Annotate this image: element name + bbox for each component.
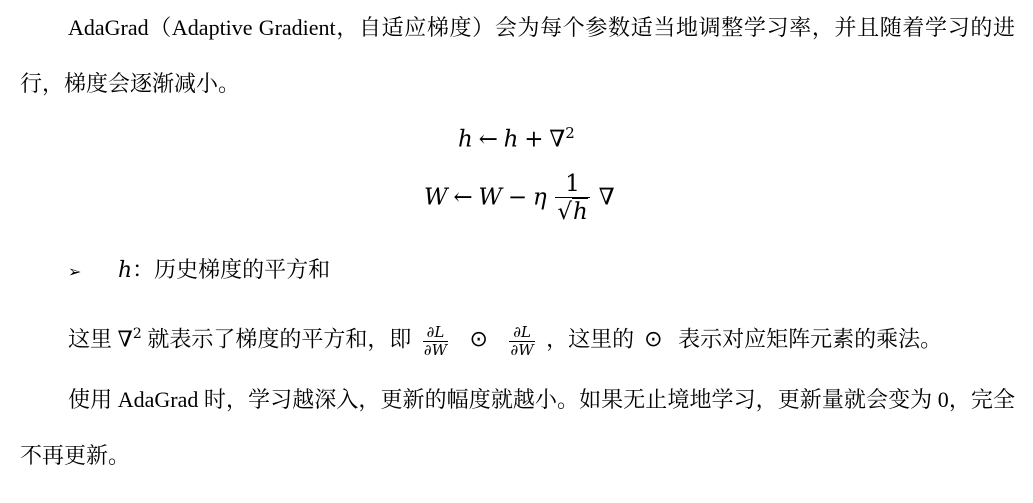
- eq2-lhs: W: [424, 184, 448, 211]
- eq2-eta: η: [532, 184, 547, 211]
- explanation-middle: 就表示了梯度的平方和，即: [141, 326, 412, 352]
- eq1-nabla: ∇: [549, 126, 566, 153]
- eq1-arrow: ←: [478, 126, 498, 153]
- equation-h-update: [458, 124, 575, 153]
- partial-num-1: ∂L: [423, 324, 448, 342]
- eq1-exponent: 2: [565, 124, 575, 142]
- equation-w-update: [424, 172, 615, 227]
- eq2-arrow: ←: [453, 184, 473, 211]
- explanation-tail: 表示对应矩阵元素的乘法。: [672, 326, 943, 352]
- partial-fraction-1: [423, 324, 448, 360]
- eq2-nabla: ∇: [598, 184, 615, 211]
- eq1-plus: +: [524, 126, 544, 153]
- bullet-item: [68, 250, 330, 292]
- explanation-nabla: ∇: [117, 327, 133, 353]
- odot-symbol: ⊙: [469, 327, 488, 353]
- partial-num-2: ∂L: [509, 324, 534, 342]
- eq1-lhs: h: [458, 126, 473, 153]
- eq2-numerator: 1: [555, 172, 589, 198]
- intro-paragraph: AdaGrad（Adaptive Gradient，自适应梯度）会为每个参数适当地调整学习率，并且随着学习的进行，梯度会逐渐减小。: [20, 15, 1015, 96]
- eq2-rhs-var: W: [478, 184, 503, 211]
- conclusion-paragraph: 使用 AdaGrad 时，学习越深入，更新的幅度就越小。如果无止境地学习，更新量就会变为 0，完全不再更新。: [20, 387, 1015, 468]
- explanation-before: 这里: [68, 326, 118, 352]
- partial-fraction-2: [509, 324, 534, 360]
- partial-den-2: ∂W: [510, 340, 534, 359]
- eq2-denominator: [555, 198, 589, 227]
- partial-den-1: ∂W: [423, 340, 448, 359]
- sqrt-symbol: √: [557, 199, 573, 226]
- eq2-fraction: [555, 172, 589, 227]
- odot-symbol-2: ⊙: [644, 327, 663, 353]
- explanation-exponent: 2: [132, 326, 142, 342]
- eq2-radicand: h: [573, 199, 588, 226]
- eq1-rhs-var: h: [503, 126, 519, 153]
- bullet-arrow-icon: ➢: [68, 262, 82, 281]
- bullet-text: ：历史梯度的平方和: [132, 257, 331, 282]
- explanation-line: [68, 306, 942, 368]
- explanation-after: ，这里的: [546, 326, 635, 352]
- eq2-minus: −: [507, 184, 528, 211]
- bullet-var: h: [118, 258, 133, 283]
